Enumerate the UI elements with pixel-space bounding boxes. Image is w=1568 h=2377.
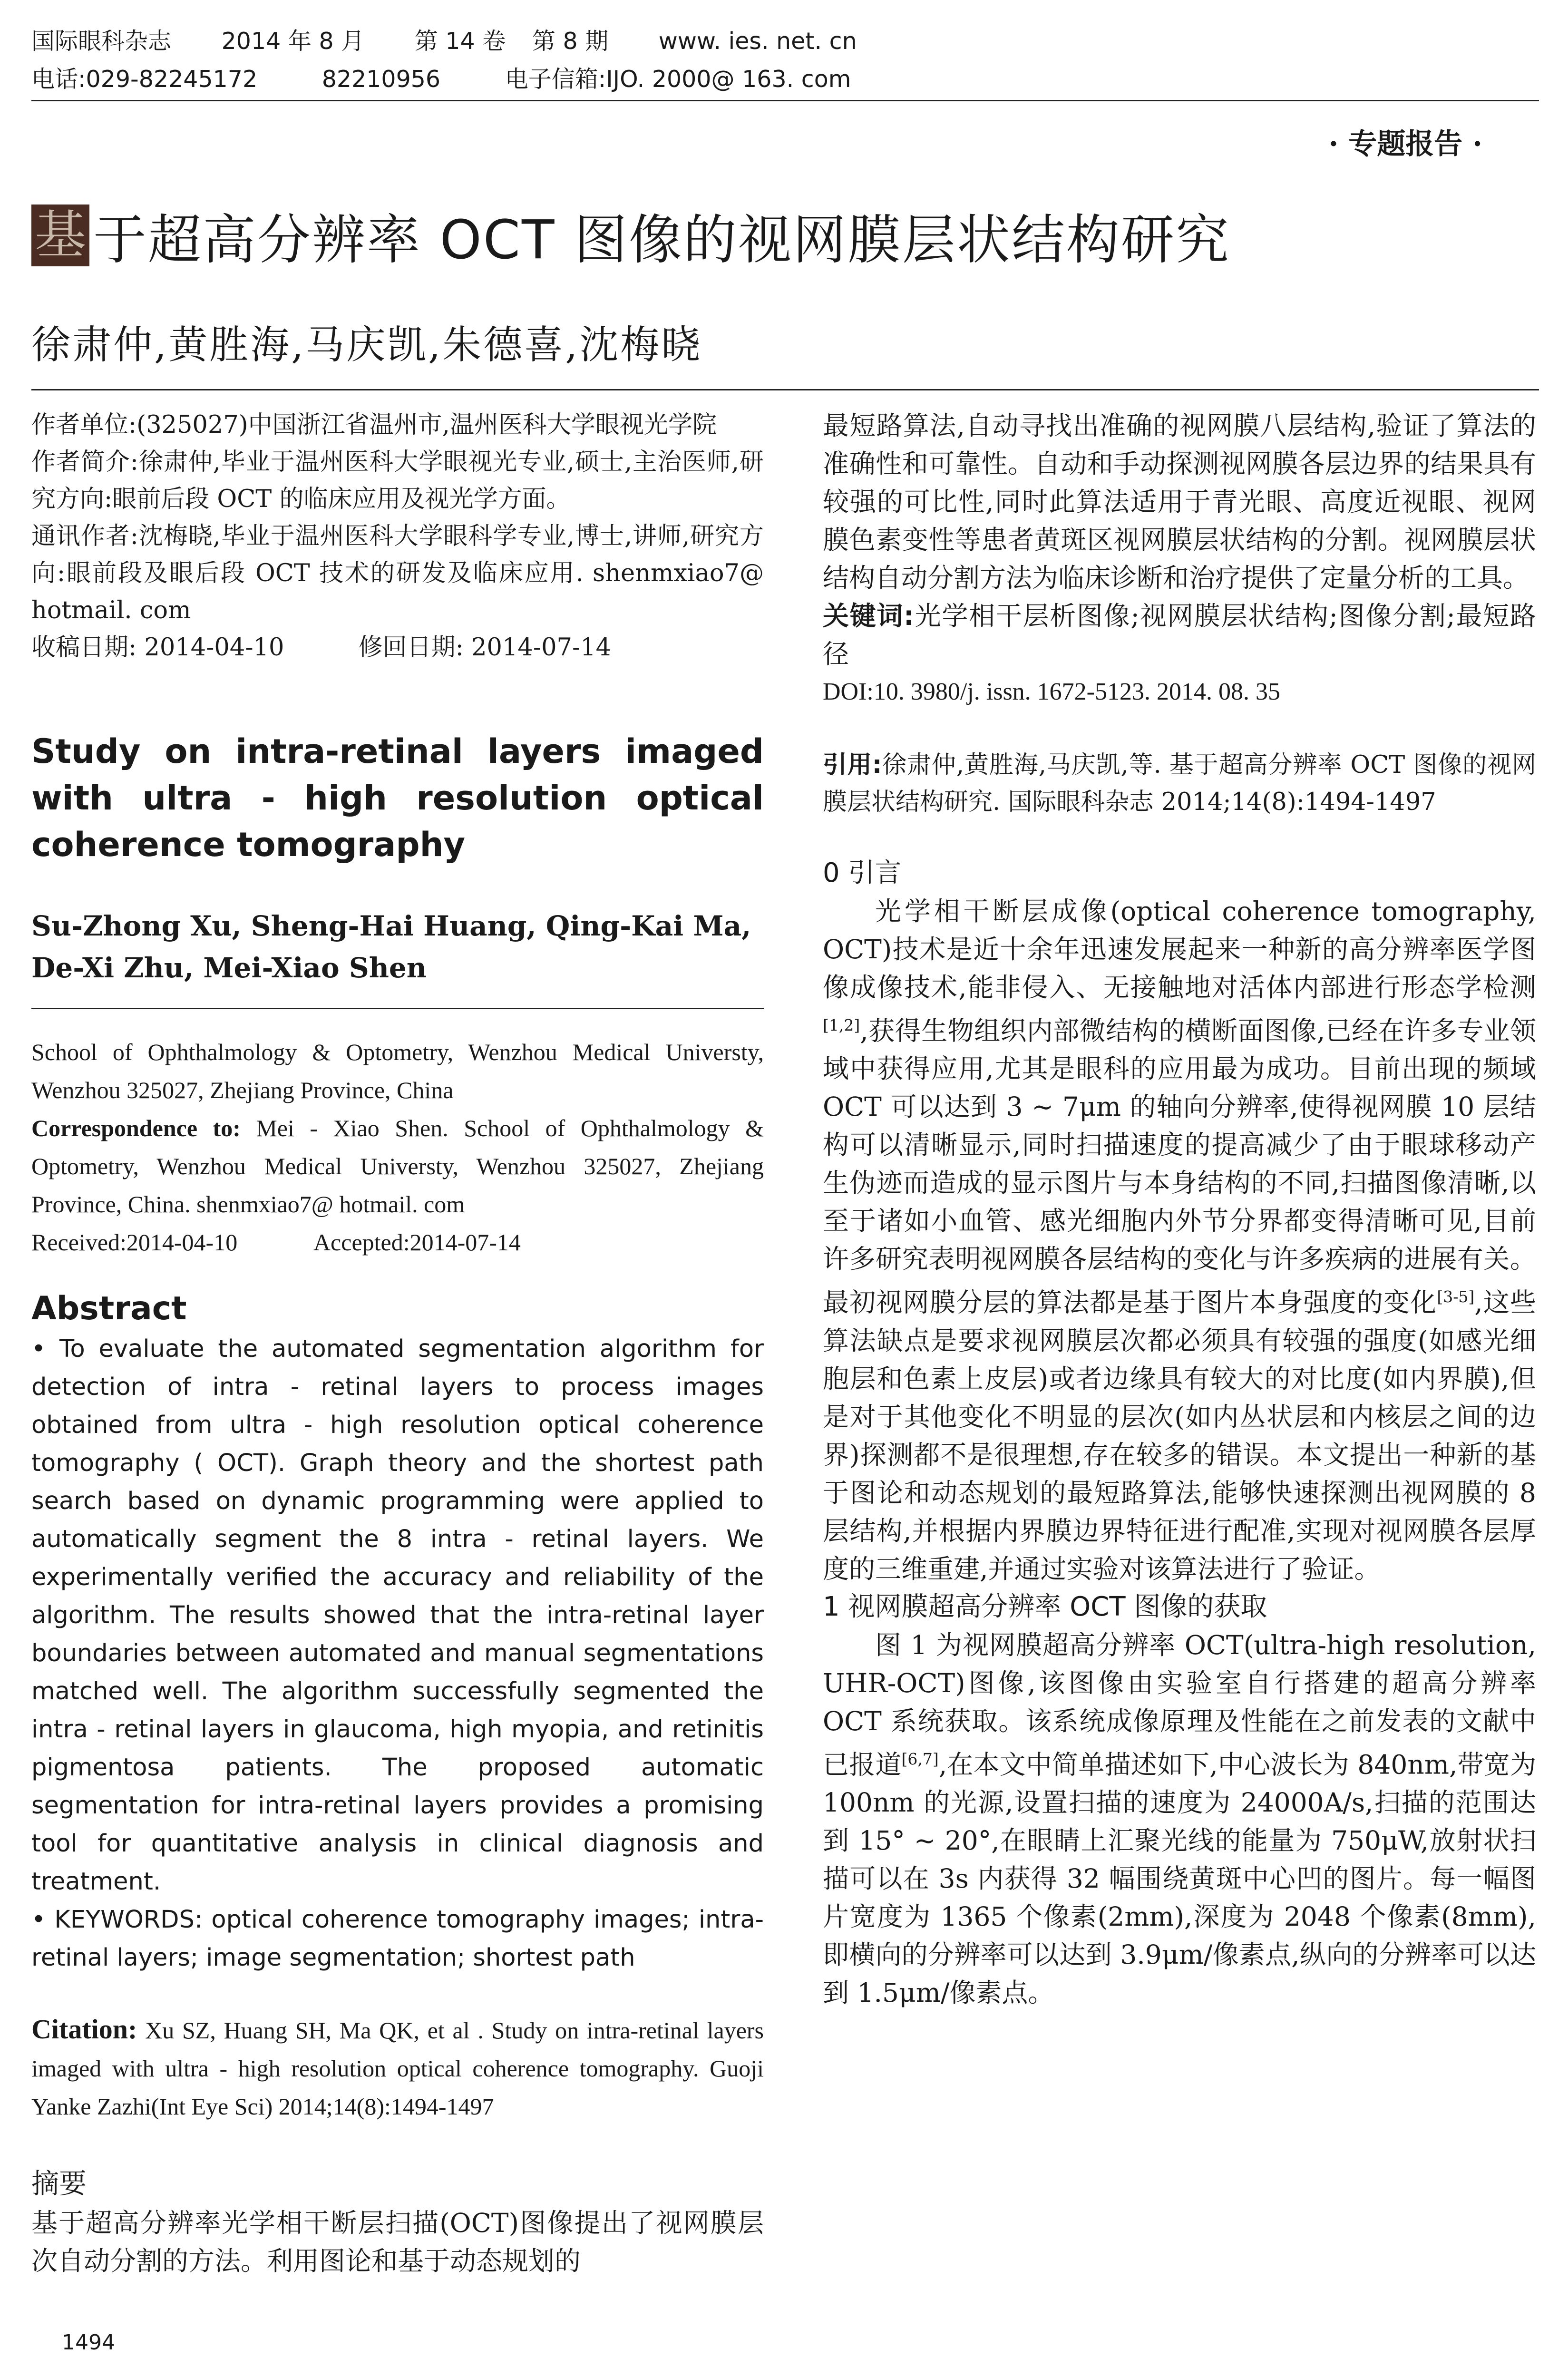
section-label: · 专题报告 · xyxy=(1328,127,1482,161)
revised-cn: 修回日期: 2014-07-14 xyxy=(358,633,612,662)
abstract-keywords: • KEYWORDS: optical coherence tomography images; intra-retinal layers; image segmentation; shortest path xyxy=(31,1906,764,1972)
title-text: 于超高分辨率 OCT 图像的视网膜层状结构研究 xyxy=(93,209,1230,271)
cn-abstract-heading: 摘要 xyxy=(31,2167,87,2200)
phone-2: 82210956 xyxy=(321,66,441,93)
right-column xyxy=(823,407,1536,2012)
english-corr-text: Mei - Xiao Shen. School of Ophthalmology & Optometry, Wenzhou Medical Universty, Wenzhou 325027, Zhejiang Province, China. shenmxiao7@ hotmail. com xyxy=(31,1115,764,1218)
header-rule xyxy=(31,100,1539,101)
dates-cn xyxy=(31,629,764,666)
english-dates xyxy=(31,1223,764,1261)
issue: 第 8 期 xyxy=(532,28,609,55)
bio-cn: 作者简介:徐肃仲,毕业于温州医科大学眼视光专业,硕士,主治医师,研究方向:眼前后段 OCT 的临床应用及视光学方面。 xyxy=(31,448,764,513)
correspondence-cn: 通讯作者:沈梅晓,毕业于温州医科大学眼科学专业,博士,讲师,研究方向:眼前段及眼后段 OCT 技术的研发及临床应用. shenmxiao7@ hotmail. com xyxy=(31,522,764,624)
section-1-paragraph xyxy=(823,1626,1536,2012)
english-corr-label: Correspondence to: xyxy=(31,1115,241,1141)
citation-ref-1[interactable]: [1,2] xyxy=(823,1016,860,1034)
journal-name: 国际眼科杂志 xyxy=(31,28,172,55)
cn-citation-label: 引用: xyxy=(823,751,882,779)
cn-citation xyxy=(823,747,1536,821)
citation-ref-2[interactable]: [3-5] xyxy=(1437,1287,1475,1306)
volume: 第 14 卷 xyxy=(414,28,506,55)
cn-abstract-continued: 最短路算法,自动寻找出准确的视网膜八层结构,验证了算法的准确性和可靠性。自动和手动探测视网膜各层边界的结果具有较强的可比性,同时此算法适用于青光眼、高度近视眼、视网膜色素变性等患者黄斑区视网膜层状结构的分割。视网膜层状结构自动分割方法为临床诊断和治疗提供了定量分析的工具。 xyxy=(823,410,1536,593)
sec1-text-b: ,在本文中简单描述如下,中心波长为 840nm,带宽为 100nm 的光源,设置扫描的速度为 24000A/s,扫描的范围达到 15° ~ 20°,在眼睛上汇聚光线的能量为 750μW,放射状扫描可以在 3s 内获得 32 幅围绕黄斑中心凹的图片。每一幅图片宽度为 1365 个像素(2mm),深度为 2048 个像素(8mm),即横向的分辨率可以达到 3.9μm/像素点,纵向的分辨率可以达到 1.5μm/像素点。 xyxy=(823,1749,1536,2008)
english-accepted: Accepted:2014-07-14 xyxy=(313,1229,521,1256)
journal-header-line-2 xyxy=(31,66,894,94)
english-title: Study on intra-retinal layers imaged with ultra - high resolution optical coherence tomography xyxy=(31,732,764,864)
sec0-text-b: ,获得生物组织内部微结构的横断面图像,已经在许多专业领域中获得应用,尤其是眼科的应用最为成功。目前出现的频域 OCT 可以达到 3 ~ 7μm 的轴向分辨率,使得视网膜 10 层结构可以清晰显示,同时扫描速度的提高减少了由于眼球移动产生伪迹而造成的显示图片与本身结构的不同,扫描图像清晰,以至于诸如小血管、感光细胞内外节分界都变得清晰可见,目前许多研究表明视网膜各层结构的变化与许多疾病的进展有关。最初视网膜分层的算法都是基于图片本身强度的变化 xyxy=(823,1015,1536,1318)
citation-text: Xu SZ, Huang SH, Ma QK, et al . Study on intra-retinal layers imaged with ultra - high resolution optical coherence tomography. Guoji Yanke Zazhi(Int Eye Sci) 2014;14(8):1494-1497 xyxy=(31,2017,764,2120)
cn-citation-text: 徐肃仲,黄胜海,马庆凯,等. 基于超高分辨率 OCT 图像的视网膜层状结构研究. 国际眼科杂志 2014;14(8):1494-1497 xyxy=(823,751,1536,816)
journal-url[interactable]: www. ies. net. cn xyxy=(658,28,857,55)
section-1-heading: 1 视网膜超高分辨率 OCT 图像的获取 xyxy=(823,1591,1267,1622)
english-authors: Su-Zhong Xu, Sheng-Hai Huang, Qing-Kai Ma, De-Xi Zhu, Mei-Xiao Shen xyxy=(31,910,751,984)
cn-keywords-label: 关键词: xyxy=(823,601,915,631)
section-0-paragraph xyxy=(823,892,1536,1588)
english-authors-rule xyxy=(31,1008,764,1009)
citation-label: Citation: xyxy=(31,2014,137,2045)
page-number: 1494 xyxy=(62,2330,115,2355)
english-correspondence xyxy=(31,1109,764,1223)
abstract-text: • To evaluate the automated segmentation algorithm for detection of intra - retinal layers to process images obtained from ultra - high resolution optical coherence tomography ( OCT). Graph theory and the shortest path search based on dynamic programming were applied to automatically segment the 8 intra - retinal layers. We experimentally verified the accuracy and reliability of the algorithm. The results showed that the intra-retinal layer boundaries between automated and manual segmentations matched well. The algorithm successfully segmented the intra - retinal layers in glaucoma, high myopia, and retinitis pigmentosa patients. The proposed automatic segmentation for intra-retinal layers provides a promising tool for quantitative analysis in clinical diagnosis and treatment. xyxy=(31,1335,764,1896)
phone: 电话:029-82245172 xyxy=(31,66,258,93)
citation xyxy=(31,2010,764,2125)
english-received: Received:2014-04-10 xyxy=(31,1229,238,1256)
sec0-text-a: 光学相干断层成像(optical coherence tomography, OCT)技术是近十余年迅速发展起来一种新的高分辨率医学图像成像技术,能非侵入、无接触地对活体内部进行形态学检测 xyxy=(823,896,1537,1003)
english-affiliation: School of Ophthalmology & Optometry, Wenzhou Medical Universty, Wenzhou 325027, Zhejiang Province, China xyxy=(31,1039,764,1103)
authors-rule xyxy=(31,389,1539,390)
abstract-heading: Abstract xyxy=(31,1290,187,1327)
title-dropcap: 基 xyxy=(31,205,89,266)
cn-keywords xyxy=(823,597,1536,673)
journal-header-line-1 xyxy=(31,28,900,56)
citation-ref-3[interactable]: [6,7] xyxy=(901,1749,939,1768)
sec0-text-c: ,这些算法缺点是要求视网膜层次都必须具有较强的强度(如感光细胞层和色素上皮层)或者边缘具有较大的对比度(如内界膜),但是对于其他变化不明显的层次(如内丛状层和内核层之间的边界)探测都不是很理想,存在较多的错误。本文提出一种新的基于图论和动态规划的最短路算法,能够快速探测出视网膜的 8 层结构,并根据内界膜边界特征进行配准,实现对视网膜各层厚度的三维重建,并通过实验对该算法进行了验证。 xyxy=(823,1287,1536,1584)
cn-keywords-text: 光学相干层析图像;视网膜层状结构;图像分割;最短路径 xyxy=(823,601,1536,669)
authors-cn: 徐肃仲,黄胜海,马庆凯,朱德喜,沈梅晓 xyxy=(31,322,702,368)
doi[interactable]: DOI:10. 3980/j. issn. 1672-5123. 2014. 08. 35 xyxy=(823,678,1280,705)
article-title xyxy=(31,200,1230,271)
received-cn: 收稿日期: 2014-04-10 xyxy=(31,633,284,662)
cn-abstract-text: 基于超高分辨率光学相干断层扫描(OCT)图像提出了视网膜层次自动分割的方法。利用图论和基于动态规划的 xyxy=(31,2208,764,2276)
sec1-text-a: 图 1 为视网膜超高分辨率 OCT(ultra-high resolution, UHR-OCT)图像,该图像由实验室自行搭建的超高分辨率 OCT 系统获取。该系统成像原理及性能在之前发表的文献中已报道 xyxy=(823,1629,1536,1780)
section-0-heading: 0 引言 xyxy=(823,857,902,888)
issue-date: 2014 年 8 月 xyxy=(221,28,365,55)
affiliation-cn: 作者单位:(325027)中国浙江省温州市,温州医科大学眼视光学院 xyxy=(31,411,717,439)
journal-email[interactable]: 电子信箱:IJO. 2000@ 163. com xyxy=(505,66,851,93)
left-column xyxy=(31,407,764,2280)
